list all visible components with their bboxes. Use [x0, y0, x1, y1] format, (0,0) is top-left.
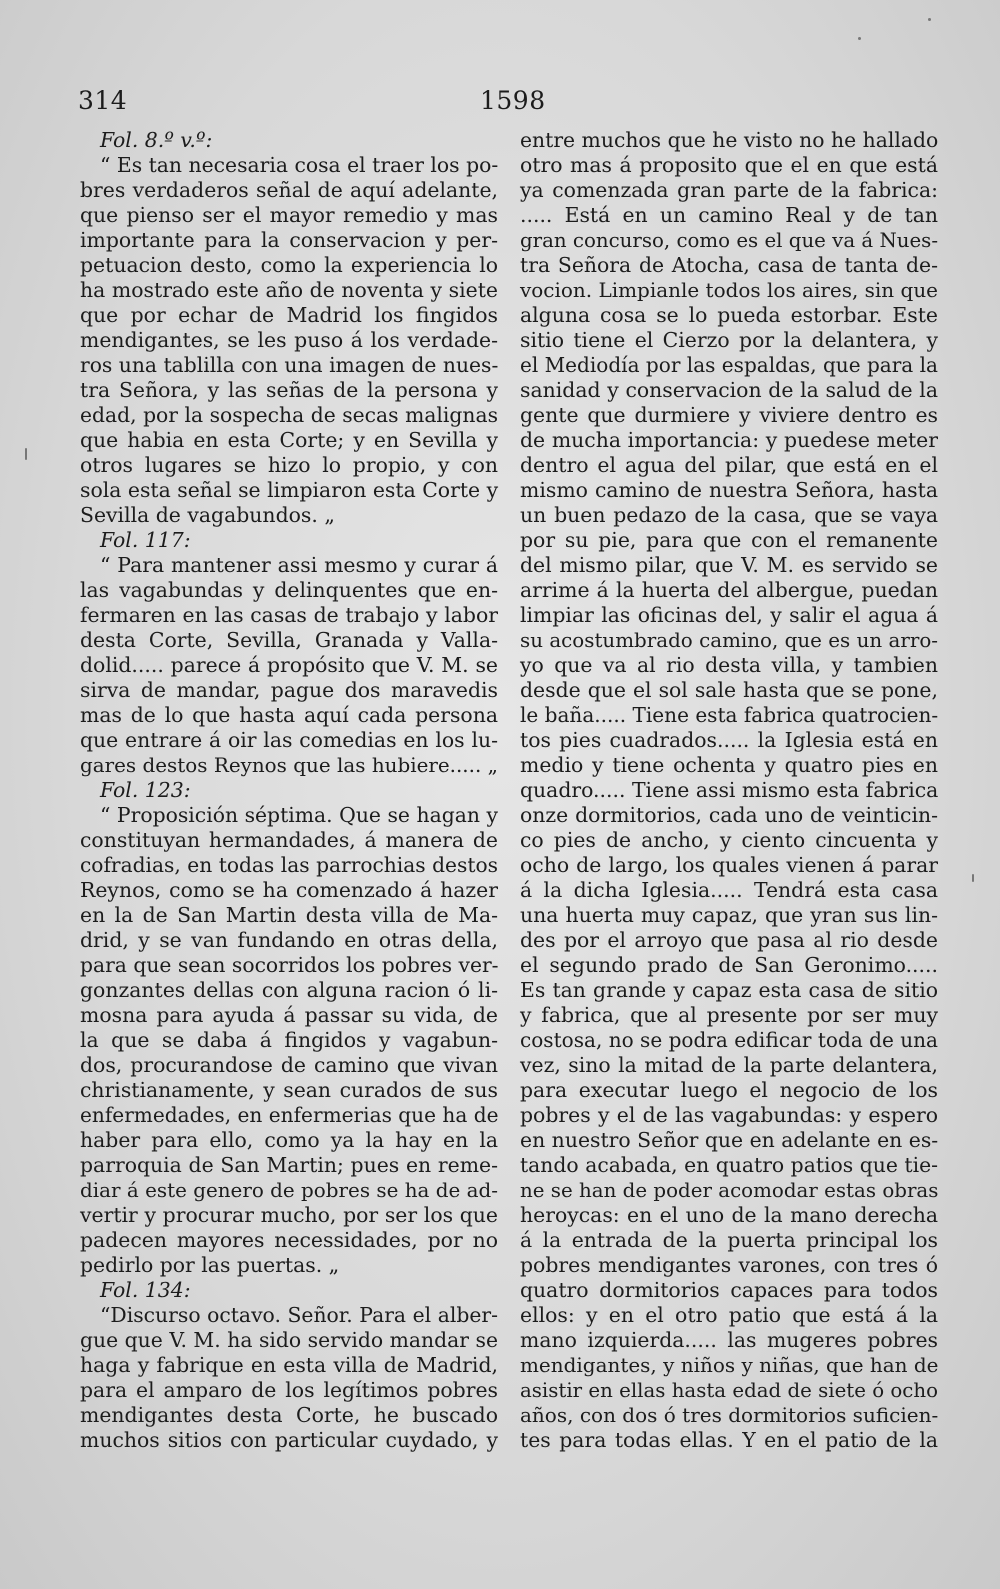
text-line: en la de San Martin desta villa de Ma-: [80, 903, 498, 927]
text-line: vocion. Limpianle todos los aires, sin que: [520, 278, 938, 302]
text-line: dentro el agua del pilar, que está en el: [520, 453, 938, 477]
text-line: desta Corte, Sevilla, Granada y Valla-: [80, 628, 498, 652]
text-line: sola esta señal se limpiaron esta Corte y: [80, 478, 499, 502]
left-text-column: [80, 128, 498, 1453]
text-line: dolid..... parece á propósito que V. M. se: [80, 653, 498, 677]
text-line: quatro dormitorios capaces para todos: [520, 1278, 938, 1302]
text-line: mas de lo que hasta aquí cada persona: [80, 703, 498, 727]
text-line: tando acabada, en quatro patios que tie-: [520, 1153, 938, 1177]
text-line: mendigantes, y niños y niñas, que han de: [520, 1353, 939, 1377]
text-line: sanidad y conservacion de la salud de la: [520, 378, 938, 402]
text-line: desde que el sol sale hasta que se pone,: [520, 678, 938, 702]
paper-speck: [928, 18, 931, 21]
running-header-year: 1598: [480, 86, 546, 115]
text-line: ne se han de poder acomodar estas obras: [520, 1179, 939, 1202]
text-line: asistir en ellas hasta edad de siete ó ocho: [520, 1379, 938, 1402]
folio-reference: Fol. 123:: [100, 778, 191, 802]
text-line: del mismo pilar, que V. M. es servido se: [520, 553, 938, 577]
text-line: mendigantes desta Corte, he buscado: [80, 1403, 498, 1427]
text-line: Sevilla de vagabundos. „: [80, 503, 335, 527]
text-line: otro mas á proposito que el en que está: [520, 153, 938, 177]
text-line: “ Para mantener assi mesmo y curar á: [100, 553, 498, 577]
text-line: dos, procurandose de camino que vivan: [80, 1053, 498, 1077]
text-line: ya comenzada gran parte de la fabrica:: [520, 178, 938, 202]
text-line: á la dicha Iglesia..... Tendrá esta casa: [520, 878, 938, 902]
text-line: gran concurso, como es el que va á Nues-: [520, 229, 938, 252]
text-line: christianamente, y sean curados de sus: [80, 1078, 498, 1102]
text-line: tra Señora de Atocha, casa de tanta de-: [520, 253, 938, 277]
text-line: mismo camino de nuestra Señora, hasta: [520, 478, 938, 502]
text-line: en nuestro Señor que en adelante en es-: [520, 1128, 939, 1152]
text-line: para executar luego el negocio de los: [520, 1078, 938, 1102]
text-line: mano izquierda..... las mugeres pobres: [520, 1328, 938, 1352]
text-line: limpiar las oficinas del, y salir el agua á: [520, 603, 938, 627]
text-line: pobres mendigantes varones, con tres ó: [520, 1253, 938, 1277]
paper-speck: [972, 874, 974, 882]
text-line: gue que V. M. ha sido servido mandar se: [80, 1328, 498, 1352]
folio-reference: Fol. 117:: [100, 528, 191, 552]
text-line: des por el arroyo que pasa al rio desde: [520, 928, 938, 952]
text-line: ros una tablilla con una imagen de nues-: [80, 353, 499, 377]
text-line: arrime á la huerta del albergue, puedan: [520, 578, 938, 602]
text-line: edad, por la sospecha de secas malignas: [80, 403, 498, 427]
text-line: Es tan grande y capaz esta casa de sitio: [520, 978, 938, 1002]
text-line: cofradias, en todas las parrochias destos: [80, 853, 498, 877]
text-line: medio y tiene ochenta y quatro pies en: [520, 753, 938, 777]
text-line: á la entrada de la puerta principal los: [520, 1228, 938, 1252]
text-line: ellos: y en el otro patio que está á la: [520, 1303, 938, 1327]
text-line: gares destos Reynos que las hubiere..... „: [80, 754, 498, 777]
text-line: sitio tiene el Cierzo por la delantera, y: [520, 328, 938, 352]
text-line: diar á este genero de pobres se ha de ad-: [80, 1179, 498, 1202]
text-line: haber para ello, como ya la hay en la: [80, 1128, 498, 1152]
text-line: sirva de mandar, pague dos maravedis: [80, 678, 498, 702]
text-line: petuacion desto, como la experiencia lo: [80, 253, 498, 277]
text-line: onze dormitorios, cada uno de veinticin-: [520, 803, 938, 827]
text-line: gonzantes dellas con alguna racion ó li-: [80, 978, 498, 1002]
text-line: haga y fabrique en esta villa de Madrid,: [80, 1353, 498, 1377]
text-line: entre muchos que he visto no he hallado: [520, 128, 939, 152]
text-line: ..... Está en un camino Real y de tan: [520, 203, 938, 227]
text-line: “Discurso octavo. Señor. Para el alber-: [100, 1303, 498, 1327]
text-line: muchos sitios con particular cuydado, y: [80, 1428, 498, 1452]
text-line: tes para todas ellas. Y en el patio de la: [520, 1428, 938, 1452]
text-line: Reynos, como se ha comenzado á hazer: [80, 878, 498, 902]
page-number: 314: [78, 86, 128, 115]
folio-reference: Fol. 8.º v.º:: [100, 128, 213, 152]
text-line: yo que va al rio desta villa, y tambien: [520, 653, 938, 677]
paper-speck: [858, 37, 861, 40]
text-line: la que se daba á fingidos y vagabun-: [80, 1028, 498, 1052]
text-line: drid, y se van fundando en otras della,: [80, 928, 498, 952]
text-line: pobres y el de las vagabundas: y espero: [520, 1103, 938, 1127]
text-line: importante para la conservacion y per-: [80, 228, 498, 252]
text-line: costosa, no se podra edificar toda de una: [520, 1028, 938, 1052]
folio-reference: Fol. 134:: [100, 1278, 191, 1302]
text-line: que entrare á oir las comedias en los lu-: [80, 728, 498, 752]
text-line: bres verdaderos señal de aquí adelante,: [80, 178, 498, 202]
text-line: heroycas: en el uno de la mano derecha: [520, 1203, 938, 1227]
text-line: ocho de largo, los quales vienen á parar: [520, 853, 938, 877]
text-line: parroquia de San Martin; pues en reme-: [80, 1153, 498, 1177]
text-line: mosna para ayuda á passar su vida, de: [80, 1003, 498, 1027]
right-text-column: [520, 128, 938, 1453]
text-line: las vagabundas y delinquentes que en-: [80, 578, 498, 602]
text-line: de mucha importancia: y puedese meter: [520, 428, 938, 452]
text-line: constituyan hermandades, á manera de: [80, 828, 498, 852]
text-line: enfermedades, en enfermerias que ha de: [80, 1103, 499, 1127]
text-line: el segundo prado de San Geronimo.....: [520, 953, 938, 977]
text-line: y fabrica, que al presente por ser muy: [520, 1003, 938, 1027]
text-line: que pienso ser el mayor remedio y mas: [80, 203, 498, 227]
text-line: el Mediodía por las espaldas, que para la: [520, 353, 938, 377]
text-line: fermaren en las casas de trabajo y labor: [80, 603, 498, 627]
text-line: para el amparo de los legítimos pobres: [80, 1378, 498, 1402]
text-line: otros lugares se hizo lo propio, y con: [80, 453, 498, 477]
text-line: pedirlo por las puertas. „: [80, 1253, 340, 1277]
text-line: por su pie, para que con el remanente: [520, 528, 938, 552]
text-line: que habia en esta Corte; y en Sevilla y: [80, 428, 498, 452]
text-line: quadro..... Tiene assi mismo esta fabrica: [520, 778, 939, 802]
text-line: padecen mayores necessidades, por no: [80, 1228, 498, 1252]
text-line: una huerta muy capaz, que yran sus lin-: [520, 903, 938, 927]
text-line: años, con dos ó tres dormitorios suficien-: [520, 1403, 939, 1427]
text-line: que por echar de Madrid los fingidos: [80, 303, 498, 327]
text-line: le baña..... Tiene esta fabrica quatrocien-: [520, 703, 939, 727]
text-line: tra Señora, y las señas de la persona y: [80, 378, 498, 402]
text-line: para que sean socorridos los pobres ver-: [80, 953, 499, 977]
paper-speck: [25, 448, 27, 460]
text-line: vez, sino la mitad de la parte delantera,: [520, 1053, 938, 1077]
text-line: alguna cosa se lo pueda estorbar. Este: [520, 303, 938, 327]
text-line: tos pies cuadrados..... la Iglesia está en: [520, 728, 938, 752]
text-line: ha mostrado este año de noventa y siete: [80, 278, 498, 302]
text-line: vertir y procurar mucho, por ser los que: [80, 1203, 498, 1227]
text-line: gente que durmiere y viviere dentro es: [520, 403, 938, 427]
text-line: un buen pedazo de la casa, que se vaya: [520, 503, 938, 527]
text-line: “ Proposición séptima. Que se hagan y: [100, 803, 498, 827]
text-line: co pies de ancho, y ciento cincuenta y: [520, 828, 938, 852]
text-line: su acostumbrado camino, que es un arro-: [520, 629, 938, 652]
text-line: “ Es tan necesaria cosa el traer los po-: [100, 153, 499, 177]
text-line: mendigantes, se les puso á los verdade-: [80, 328, 498, 352]
